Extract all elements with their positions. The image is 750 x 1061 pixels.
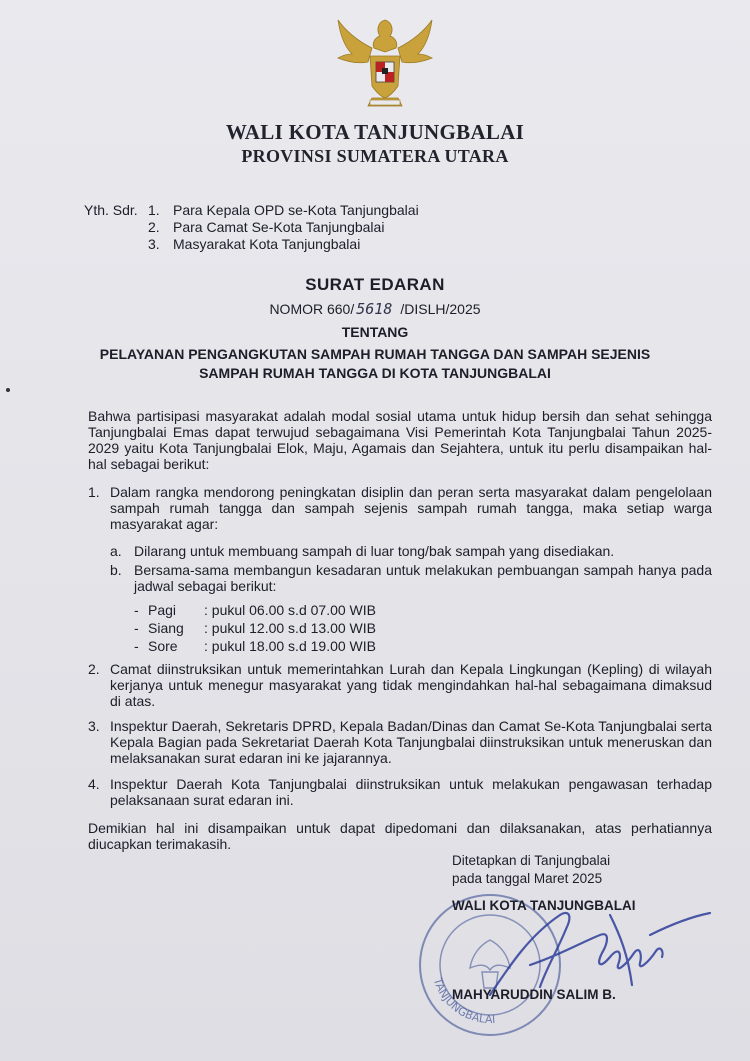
list-item-3: 3. Inspektur Daerah, Sekretaris DPRD, Kepala Badan/Dinas dan Camat Se-Kota Tanjungbalai serta Kepala Bagian pada Sekretariat Daerah Kota Tanjungbalai diinstruksikan untuk meneruskan dan melaksanakan surat edaran ini ke jajarannya.: [88, 718, 712, 766]
signatory-name: MAHYARUDDIN SALIM B.: [452, 987, 616, 1002]
list-item: 1. Para Kepala OPD se-Kota Tanjungbalai: [148, 202, 419, 218]
list-item: 2. Para Camat Se-Kota Tanjungbalai: [148, 219, 385, 235]
sub-item-b: b. Bersama-sama membangun kesadaran untuk melakukan pembuangan sampah hanya pada jadwal sebagai berikut:: [110, 562, 712, 594]
signature-place: Ditetapkan di Tanjungbalai: [452, 853, 611, 868]
list-item-4: 4. Inspektur Daerah Kota Tanjungbalai diinstruksikan untuk melakukan pengawasan terhadap pelaksanaan surat edaran ini.: [88, 776, 712, 808]
letter-tentang: TENTANG: [341, 324, 409, 340]
letter-title: SURAT EDARAN: [305, 275, 445, 294]
sub-item-a: a. Dilarang untuk membuang sampah di luar tong/bak sampah yang disediakan.: [110, 543, 615, 559]
intro-paragraph: Bahwa partisipasi masyarakat adalah modal sosial utama untuk hidup bersih dan sehat sehingga Tanjungbalai Emas dapat terwujud sebagaimana Visi Pemerintah Kota Tanjungbalai Tahun 2025-2029 yaitu Kota Tanjungbalai Elok, Maju, Agamais dan Sejahtera, untuk itu perlu disampaikan hal-hal sebagai berikut:: [88, 408, 712, 472]
schedule-evening: - Sore : pukul 18.00 s.d 19.00 WIB: [134, 638, 376, 654]
handwritten-number: 5618: [356, 300, 393, 318]
addressee-lead: Yth. Sdr.: [84, 202, 138, 218]
schedule-noon: - Siang : pukul 12.00 s.d 13.00 WIB: [134, 620, 376, 636]
province-title: PROVINSI SUMATERA UTARA: [241, 146, 509, 166]
letter-number: NOMOR 660/ 5618 /DISLH/2025: [269, 300, 481, 318]
closing-paragraph: Demikian hal ini disampaikan untuk dapat dipedomani dan dilaksanakan, atas perhatiannya diucapkan terimakasih.: [88, 820, 712, 852]
schedule-morning: - Pagi : pukul 06.00 s.d 07.00 WIB: [134, 602, 376, 618]
seal-text: TANJUNGBALAI: [430, 976, 496, 1027]
letter-subject: PELAYANAN PENGANGKUTAN SAMPAH RUMAH TANGGA DAN SAMPAH SEJENIS SAMPAH RUMAH TANGGA DI KOTA TANJUNGBALAI: [99, 346, 651, 381]
scan-speck: [6, 388, 10, 392]
list-item-1: 1. Dalam rangka mendorong peningkatan disiplin dan peran serta masyarakat dalam pengelolaan sampah rumah tangga dan sampah sejenis sampah rumah tangga, maka setiap warga masyarakat agar:: [88, 484, 712, 532]
garuda-emblem-icon: [332, 12, 438, 112]
signature-date: pada tanggal Maret 2025: [452, 871, 603, 886]
addressee-list: [148, 202, 419, 253]
list-item: 3. Masyarakat Kota Tanjungbalai: [148, 236, 361, 252]
signature-office: WALI KOTA TANJUNGBALAI: [452, 898, 636, 913]
list-item-2: 2. Camat diinstruksikan untuk memerintahkan Lurah dan Kepala Lingkungan (Kepling) di wilayah kerjanya untuk menegur masyarakat yang tidak mengindahkan hal-hal sebagaimana dimaksud di atas.: [88, 661, 712, 709]
office-title: WALI KOTA TANJUNGBALAI: [225, 120, 525, 144]
